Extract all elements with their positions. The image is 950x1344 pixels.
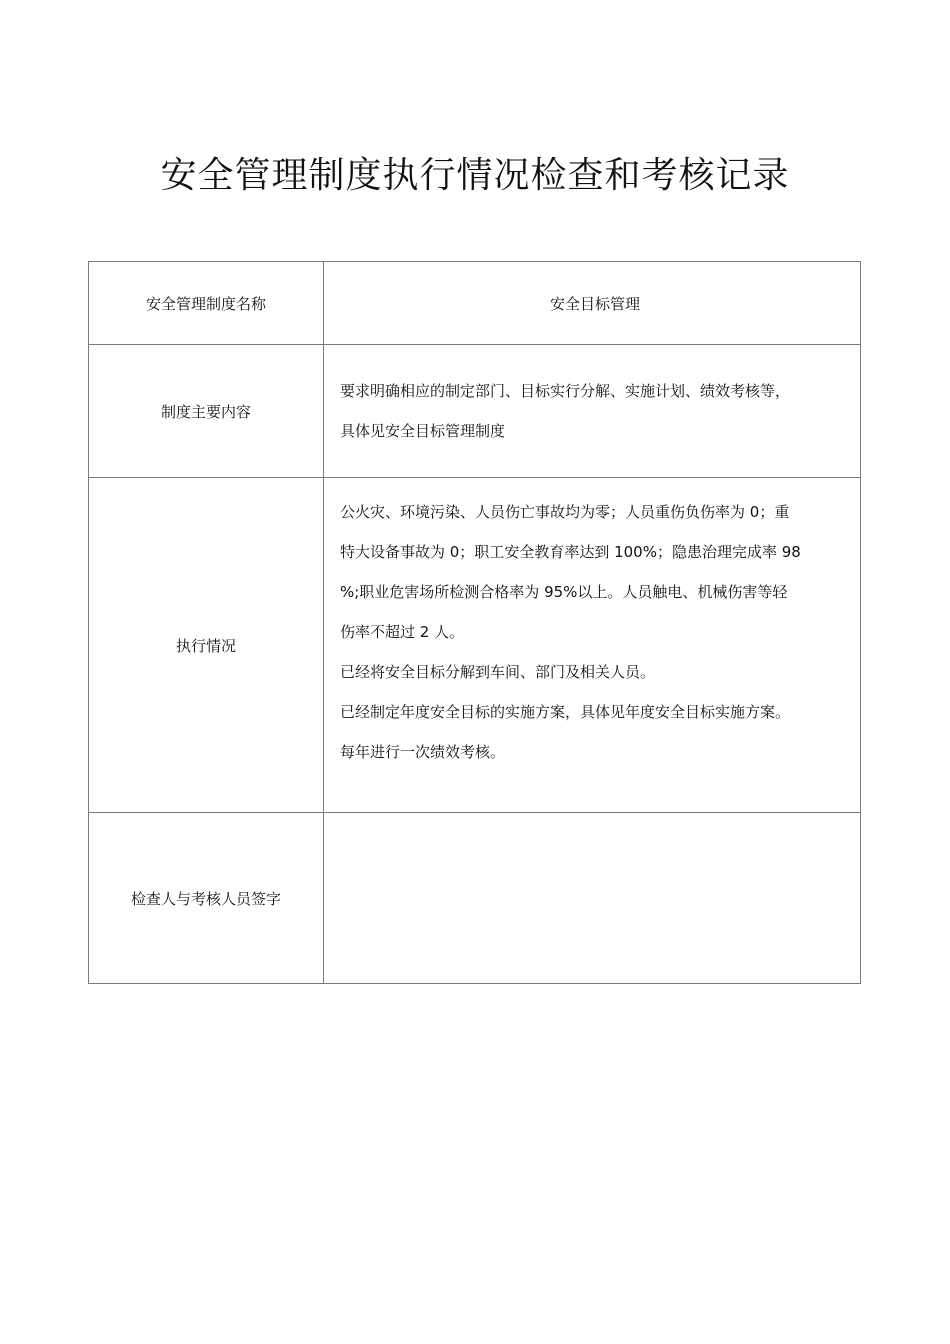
main-content-cell [324,345,861,478]
execution-cell [324,478,861,813]
execution-line: 每年进行一次绩效考核。 [340,743,506,761]
execution-line: 公火灾、环境污染、人员伤亡事故均为零；人员重伤负伤率为 0；重 [340,503,790,521]
signature-label: 检查人与考核人员签字 [89,813,324,984]
execution-line: 已经制定年度安全目标的实施方案，具体见年度安全目标实施方案。 [340,703,791,721]
execution-line: 特大设备事故为 0；职工安全教育率达到 100%；隐患治理完成率 98 [340,543,801,561]
system-name-value-cell [324,262,861,345]
execution-line: 伤率不超过 2 人。 [340,623,465,641]
table-row [89,262,861,345]
main-content-line: 具体见安全目标管理制度 [340,422,506,440]
page-title: 安全管理制度执行情况检查和考核记录 [160,155,790,196]
execution-label: 执行情况 [89,478,324,813]
execution-line: 已经将安全目标分解到车间、部门及相关人员。 [340,663,656,681]
system-name-value: 安全目标管理 [549,294,640,313]
signature-field[interactable] [324,813,861,984]
main-content-line: 要求明确相应的制定部门、目标实行分解、实施计划、绩效考核等， [340,382,791,400]
system-name-label: 安全管理制度名称 [89,262,324,345]
main-content-label: 制度主要内容 [89,345,324,478]
record-table [88,261,861,984]
execution-text-block [340,488,850,772]
execution-line: %;职业危害场所检测合格率为 95%以上。人员触电、机械伤害等轻 [340,583,788,601]
table-row [89,478,861,813]
table-row [89,345,861,478]
table-row [89,813,861,984]
